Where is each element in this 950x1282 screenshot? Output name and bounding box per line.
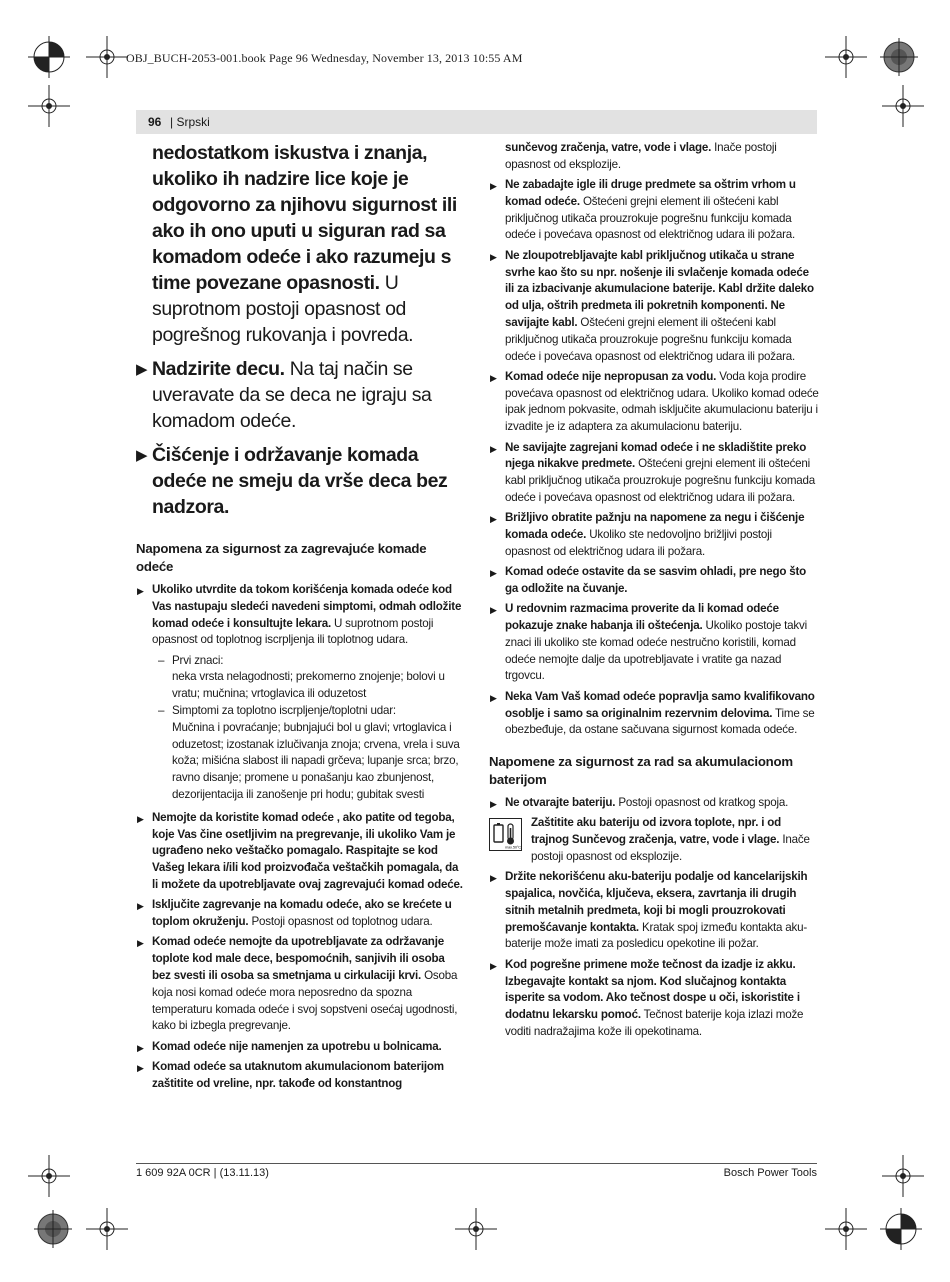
- symptom-list: [136, 653, 466, 804]
- large-item-bold: Nadzirite decu.: [152, 358, 285, 380]
- safety-item: [136, 810, 466, 894]
- section-heading-battery: Napomene za sigurnost za rad sa akumulacionom baterijom: [489, 754, 793, 788]
- safety-item-text: Oštećeni grejni element ili oštećeni kabl priključnog utikača prouzrokuje pogrešnu funkciju komada odeće i povećava opasnost od električnog udara ili požara.: [505, 315, 796, 363]
- bullet-arrow-icon: ▶: [490, 873, 497, 884]
- section-separator: |: [170, 115, 177, 129]
- bullet-arrow-icon: ▶: [137, 901, 144, 912]
- safety-item-text: Kratak spoj između kontakta aku-baterije može imati za posledicu opekotine ili požar.: [505, 920, 807, 951]
- safety-item: [489, 510, 819, 560]
- color-wheel-mark-bottom-left: [34, 1210, 72, 1248]
- page-number: 96: [148, 115, 162, 129]
- safety-item: [136, 582, 466, 649]
- safety-item-bold: Držite nekorišćenu aku-bateriju podalje od kancelarijskih spajalica, novčića, ključeva, eksera, zavrtanja ili drugih sitnih metalnih predmeta, koji bi mogli prouzrokovati premošćavanje kontakta.: [505, 870, 808, 934]
- safety-item-bold: Komad odeće sa utaknutom akumulacionom baterijom zaštitite od vreline, npr. takođe od konstantnog: [152, 1060, 444, 1090]
- bullet-arrow-icon: ▶: [490, 960, 497, 971]
- section-heading-heated-clothing: Napomena za sigurnost za zagrevajuće komade odeće: [136, 541, 427, 574]
- bullet-arrow-icon: ▶: [490, 799, 497, 810]
- bullet-arrow-icon: ▶: [490, 443, 497, 454]
- color-wheel-mark-top-right: [880, 38, 918, 76]
- safety-item: [136, 934, 466, 1035]
- safety-item-text: Osoba koja nosi komad odeće mora neposredno da spozna temperaturu komada odeće i svoj sopstveni osećaj ugodnosti, kako bi izbegla pregrevanje.: [152, 969, 458, 1033]
- safety-item: [136, 1039, 466, 1056]
- warning-bold: Zaštitite aku bateriju od izvora toplote, npr. i od trajnog Sunčevog zračenja, vatre, vode i vlage.: [531, 816, 782, 847]
- safety-item: [489, 248, 819, 366]
- safety-item: [136, 897, 466, 931]
- safety-item-text: Postoji opasnost od kratkog spoja.: [615, 796, 789, 810]
- page-header-band: [136, 110, 817, 134]
- safety-item: [489, 564, 819, 598]
- safety-item-text: Oštećeni grejni element ili oštećeni kabl priključnog utikača prouzrokuje pogrešnu funkciju komada odeće i povećava opasnost od električnog udara ili požara.: [505, 194, 796, 242]
- safety-item-text: Tečnost baterije koja izlazi može voditi nadražajima kože ili opekotinama.: [505, 1008, 804, 1038]
- bullet-arrow-icon: ▶: [490, 692, 497, 703]
- large-item-text: Na taj način se uveravate da se deca ne igraju sa komadom odeće.: [152, 358, 432, 432]
- large-continuation-bold: nedostatkom iskustva i znanja, ukoliko ih nadzire lice koje je odgovorno za njihovu sigurnost ili ako ih ono uputi u siguran rad sa komadom odeće i ako razumeju s time povezane opasnosti.: [152, 142, 457, 294]
- continued-item-bold: sunčevog zračenja, vatre, vode i vlage.: [505, 141, 712, 154]
- symptom-title: Prvi znaci:: [172, 653, 224, 667]
- safety-item: [489, 689, 819, 739]
- bullet-arrow-icon: ▶: [490, 568, 497, 579]
- safety-item-text: Oštećeni grejni element ili oštećeni kabl priključnog utikača prouzrokuje pogrešnu funkciju komada odeće i povećava opasnost od električnog udara ili požara.: [505, 457, 816, 504]
- safety-item: [489, 177, 819, 244]
- battery-safety-item: [489, 957, 819, 1041]
- crosshair-mark-right-lower: [882, 1155, 924, 1197]
- bullet-arrow-icon: ▶: [136, 447, 148, 464]
- safety-item-bold: Brižljivo obratite pažnju na napomene za negu i čišćenje komada odeće.: [505, 511, 805, 542]
- safety-item-bold: Isključite zagrevanje na komadu odeće, ako se krećete u toplom okruženju.: [152, 898, 452, 929]
- bullet-arrow-icon: ▶: [137, 938, 144, 949]
- safety-item-bold: Komad odeće nije namenjen za upotrebu u bolnicama.: [152, 1039, 442, 1053]
- continued-item-text: Inače postoji opasnost od eksplozije.: [505, 141, 777, 171]
- bullet-arrow-icon: ▶: [490, 372, 497, 383]
- bullet-arrow-icon: ▶: [490, 251, 497, 262]
- battery-safety-item: [489, 869, 819, 953]
- large-continuation: [136, 140, 466, 348]
- safety-item-bold: Komad odeće ostavite da se sasvim ohladi, pre nego što ga odložite na čuvanje.: [505, 565, 807, 595]
- bullet-arrow-icon: ▶: [136, 361, 148, 378]
- safety-item-bold: Komad odeće nemojte da upotrebljavate za održavanje toplote kod male dece, bespomoćnih, sanjivih ili osoba bez svesti ili osoba sa smetnjama u cirkulaciji krvi.: [152, 935, 445, 983]
- safety-item-text: Ukoliko ste nedovoljno brižljivi postoji opasnost od električnog udara ili požara.: [505, 528, 772, 558]
- large-continuation-text: U suprotnom postoji opasnost od pogrešnog rukovanja i povreda.: [152, 272, 414, 346]
- crosshair-mark-bottom-center: [455, 1208, 497, 1250]
- safety-item-text: Ukoliko postoje takvi znaci ili ukoliko ste komad odeće nestručno koristili, komad odeće nemojte dalje da upotrebljavate i vratite ga nazad trgovcu.: [505, 619, 808, 683]
- safety-item: [136, 1059, 466, 1093]
- file-header: OBJ_BUCH-2053-001.book Page 96 Wednesday, November 13, 2013 10:55 AM: [126, 51, 523, 65]
- safety-item-bold: Ne zloupotrebljavajte kabl priključnog utikača u strane svrhe kao što su npr. nošenje ili svlačenje komada odeće ili za izbacivanje akumulacione baterije. Kabl držite daleko od ulja, oštrih predmeta ili pokretnih komponenti. Ne savijajte kabl.: [505, 248, 814, 329]
- crosshair-mark-top-left: [86, 36, 128, 78]
- bullet-arrow-icon: ▶: [490, 514, 497, 525]
- safety-item-bold: Komad odeće nije nepropusan za vodu.: [505, 369, 717, 383]
- symptom-text: Mučnina i povraćanje; bubnjajući bol u glavi; vrtoglavica i oduzetost; izostanak izlučivanja znoja; crvena, vrela i suva koža; mišićna slabost ili napadi grčeva; lupanje srca; brzo, ravno disanje; promene u ponašanju kao zbunjenost, dezorijentacija ili zanošenje pri hodu; gubitak svesti: [172, 720, 460, 802]
- bullet-arrow-icon: ▶: [137, 1042, 144, 1053]
- safety-item-text: Postoji opasnost od toplotnog udara.: [248, 915, 433, 929]
- crosshair-mark-bottom-left: [86, 1208, 128, 1250]
- symptom-title: Simptomi za toplotno iscrpljenje/toplotni udar:: [172, 704, 396, 718]
- footer-document-code: 1 609 92A 0CR | (13.11.13): [136, 1167, 269, 1179]
- safety-item-bold: Nemojte da koristite komad odeće , ako patite od tegoba, koje Vas čine osetljivim na pregrevanje, ili ukoliko Vam je ugrađeno neko veštačko pomagalo. Raspitajte se kod Vašeg lekara i/ili kod proizvođača veštačkih pomagala, da li možete da upotrebljavate ovaj zagrevajući komad odeće.: [152, 810, 463, 892]
- crosshair-mark-right-upper: [882, 85, 924, 127]
- large-item: [136, 442, 466, 520]
- footer-brand: Bosch Power Tools: [723, 1167, 817, 1179]
- symptom-item: [136, 653, 466, 703]
- safety-item: [489, 440, 819, 507]
- battery-safety-item: [489, 795, 819, 812]
- right-column: [489, 140, 819, 1044]
- safety-item-text: U suprotnom postoji opasnost od toplotnog iscrpljenja ili toplotnog udara.: [152, 616, 434, 647]
- safety-item-bold: U redovnim razmacima proverite da li komad odeće pokazuje znake habanja ili oštećenja.: [505, 602, 779, 633]
- section-label: Srpski: [176, 115, 210, 129]
- registration-mark-bottom-right: [880, 1208, 922, 1250]
- safety-item: [489, 601, 819, 685]
- safety-item-bold: Ne zabadajte igle ili druge predmete sa oštrim vrhom u komad odeće.: [505, 178, 796, 208]
- dash-icon: –: [158, 704, 165, 718]
- icon-temperature-label: max.50°C: [504, 844, 522, 850]
- left-column: [136, 140, 466, 1096]
- battery-heat-warning-icon: [489, 818, 522, 851]
- bullet-arrow-icon: ▶: [137, 813, 144, 824]
- bullet-arrow-icon: ▶: [490, 181, 497, 192]
- section-name: [170, 115, 210, 129]
- crosshair-mark-left-lower: [28, 1155, 70, 1197]
- registration-mark-top-left: [28, 36, 70, 78]
- crosshair-mark-top-right: [825, 36, 867, 78]
- safety-item-bold: Neka Vam Vaš komad odeće popravlja samo kvalifikovano osoblje i samo sa originalnim rezervnim delovima.: [505, 689, 815, 720]
- safety-item-bold: Ukoliko utvrdite da tokom korišćenja komada odeće kod Vas nastupaju sledeći navedeni simptomi, odmah odložite komad odeće i konsultujte lekara.: [152, 583, 462, 630]
- safety-item-text: Voda koja prodire povećava opasnost od električnog udara. Ukoliko komad odeće ipak jednom pokvasite, odmah isključite akumulacionu bateriju i izvadite je iz adaptera za akumulacionu bateriju.: [505, 369, 819, 434]
- bullet-arrow-icon: ▶: [137, 1063, 144, 1074]
- symptom-text: neka vrsta nelagodnosti; prekomerno znojenje; bolovi u vratu; mučnina; vrtoglavica ili oduzetost: [172, 670, 445, 701]
- large-item: [136, 356, 466, 434]
- safety-item: [489, 369, 819, 436]
- safety-item-bold: Ne otvarajte bateriju.: [505, 796, 616, 810]
- crosshair-mark-bottom-right: [825, 1208, 867, 1250]
- crosshair-mark-left-upper: [28, 85, 70, 127]
- safety-item-bold: Ne savijajte zagrejani komad odeće i ne skladištite preko njega nikakve predmete.: [505, 440, 807, 471]
- bullet-arrow-icon: ▶: [490, 605, 497, 616]
- battery-heat-warning: [489, 815, 819, 865]
- footer-rule: [136, 1163, 817, 1164]
- warning-text: Inače postoji opasnost od eksplozije.: [531, 833, 810, 863]
- continued-item: [505, 140, 819, 174]
- dash-icon: –: [158, 653, 165, 667]
- bullet-arrow-icon: ▶: [137, 586, 144, 596]
- large-item-bold: Čišćenje i održavanje komada odeće ne smeju da vrše deca bez nadzora.: [152, 444, 448, 518]
- safety-item-bold: Kod pogrešne primene može tečnost da izadje iz akku. Izbegavajte kontakt sa njom. Kod slučajnog kontakta isperite sa vodom. Ako tečnost dospe u oči, iskoristite i dodatnu lekarsku pomoć.: [505, 957, 800, 1022]
- symptom-item: [136, 703, 466, 804]
- safety-item-text: Time se obezbeđuje, da ostane sačuvana sigurnost komada odeće.: [505, 706, 815, 737]
